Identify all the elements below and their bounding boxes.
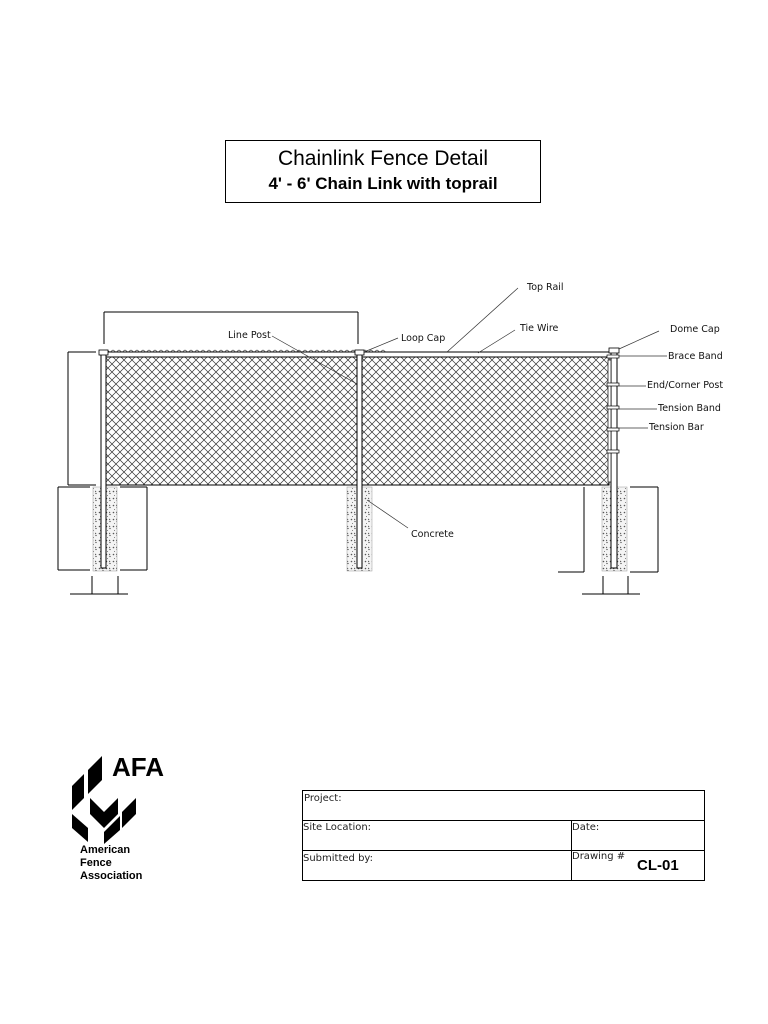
submitted-by-label: Submitted by: xyxy=(303,853,373,864)
title-block xyxy=(302,790,705,881)
left-post-cap xyxy=(99,350,108,355)
tension-band-1 xyxy=(607,383,619,386)
label-loop-cap: Loop Cap xyxy=(401,333,446,344)
left-end-post xyxy=(101,352,106,568)
project-label: Project: xyxy=(304,793,342,804)
drawing-number-label: Drawing # xyxy=(572,851,626,862)
logo-acronym: AFA xyxy=(112,752,164,782)
tension-band-3 xyxy=(607,428,619,431)
logo-line-association: Association xyxy=(80,870,143,882)
label-top-rail: Top Rail xyxy=(527,282,564,293)
tension-band-2 xyxy=(607,406,619,409)
logo-line-fence: Fence xyxy=(80,857,112,869)
label-tension-band: Tension Band xyxy=(658,403,721,414)
label-concrete: Concrete xyxy=(411,529,454,540)
project-row xyxy=(303,791,704,821)
label-tie-wire: Tie Wire xyxy=(520,323,559,334)
date-label: Date: xyxy=(572,822,600,833)
label-end-corner-post: End/Corner Post xyxy=(647,380,724,391)
logo-organization-name xyxy=(80,844,142,883)
mesh-panel-left xyxy=(106,357,358,485)
tension-bar xyxy=(608,360,611,482)
drawing-number: CL-01 xyxy=(637,857,679,874)
loop-cap xyxy=(355,350,364,355)
label-line-post: Line Post xyxy=(228,330,271,341)
site-location-label: Site Location: xyxy=(303,822,372,833)
label-tension-bar: Tension Bar xyxy=(649,422,704,433)
label-brace-band: Brace Band xyxy=(668,351,723,362)
label-dome-cap: Dome Cap xyxy=(670,324,720,335)
afa-logo xyxy=(68,752,188,892)
brace-band xyxy=(607,355,619,358)
drawing-title: Chainlink Fence Detail xyxy=(277,147,489,170)
logo-line-american: American xyxy=(80,844,131,856)
line-post xyxy=(357,352,362,568)
tension-band-4 xyxy=(607,450,619,453)
drawing-subtitle: 4' - 6' Chain Link with toprail xyxy=(268,174,498,193)
mesh-panel-right xyxy=(362,357,609,485)
dome-cap xyxy=(609,348,619,353)
